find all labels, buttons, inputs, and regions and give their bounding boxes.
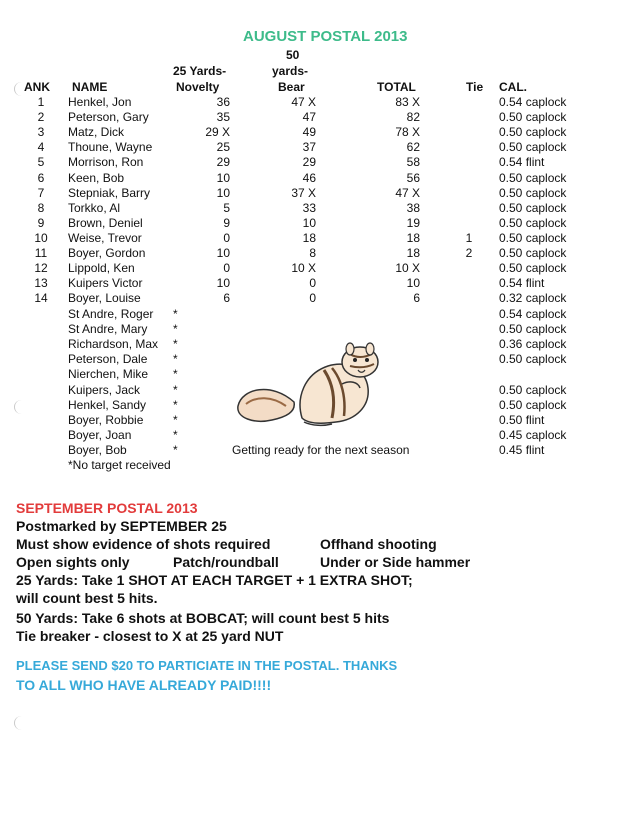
cell-mark: * [173,307,178,321]
cell-cal: 0.50 caplock [499,352,567,367]
cell-mark: * [173,442,178,457]
cell-name: Kuipers, Jack [68,382,141,397]
cell-name: Boyer, Louise [68,291,141,306]
cell-name: Boyer, Joan [68,427,132,442]
cell-mark: * [173,367,178,382]
header-total: TOTAL [377,80,416,94]
cell-novelty: 10 [216,170,230,185]
cell-bear: 49 [302,125,316,140]
cell-mark: * [173,412,178,427]
cell-rank: 6 [37,170,45,185]
cell-name: Boyer, Gordon [68,246,146,260]
cell-name: St Andre, Roger [68,307,154,321]
table-row [0,276,638,291]
table-row [0,216,638,231]
cell-cal: 0.50 caplock [499,261,567,276]
cell-name: Peterson, Dale [68,352,148,367]
cell-total: 56 [406,170,420,185]
cell-rank: 11 [34,246,48,260]
cell-cal: 0.54 flint [499,276,545,291]
table-row [0,186,638,201]
cell-total: 62 [406,140,420,155]
cell-name: Kuipers Victor [68,276,143,291]
cell-name: Weise, Trevor [68,230,142,245]
cell-novelty: 10 [216,185,230,200]
cell-novelty: 36 [216,95,230,109]
yards25-rule-line2: will count best 5 hits. [16,590,158,606]
cell-cal: 0.50 caplock [499,125,567,140]
cell-novelty: 5 [223,200,230,215]
footnote: *No target received [68,458,171,472]
cell-rank: 9 [37,215,45,230]
image-caption: Getting ready for the next season [232,443,410,457]
cell-novelty: 35 [216,110,230,125]
table-row [0,171,638,186]
cell-cal: 0.50 caplock [499,110,567,125]
cell-bear: 0 [309,276,316,291]
table-row [0,201,638,216]
cell-bear: 10 [302,215,316,230]
cell-total: 83 X [395,95,420,109]
header-name: NAME [72,80,108,94]
cell-cal: 0.36 caplock [499,337,567,352]
binder-hole-icon [14,716,29,730]
cell-name: Henkel, Jon [68,95,132,109]
cell-cal: 0.50 caplock [499,185,567,200]
cell-name: Keen, Bob [68,170,125,185]
cell-bear: 8 [309,246,316,260]
cell-cal: 0.50 caplock [499,230,567,245]
cell-cal: 0.54 caplock [499,307,567,321]
cell-name: Morrison, Ron [68,155,144,170]
table-row [0,231,638,246]
cell-bear: 33 [302,200,316,215]
list-item [0,307,638,322]
cell-bear: 18 [302,230,316,245]
cell-name: Boyer, Bob [68,442,127,457]
cell-rank: 12 [34,261,48,276]
cell-total: 38 [406,200,420,215]
cell-cal: 0.50 caplock [499,246,567,260]
cell-name: Henkel, Sandy [68,397,147,412]
cell-name: Peterson, Gary [68,110,149,125]
header-rank: ANK [24,80,50,94]
table-row [0,291,638,306]
cell-name: Nierchen, Mike [68,367,149,382]
cell-cal: 0.50 flint [499,412,545,427]
tie-breaker-rule: Tie breaker - closest to X at 25 yard NUT [16,628,284,644]
cell-bear: 37 [302,140,316,155]
cell-novelty: 29 X [205,125,230,140]
cell-cal: 0.50 caplock [499,322,567,337]
evidence-rule: Must show evidence of shots required [16,536,271,552]
page-title: AUGUST POSTAL 2013 [243,28,408,45]
payment-notice-line2: TO ALL WHO HAVE ALREADY PAID!!!! [16,677,272,693]
cell-bear: 47 X [291,95,316,109]
cell-total: 19 [406,215,420,230]
cell-cal: 0.50 caplock [499,382,567,397]
cell-novelty: 6 [223,291,230,306]
cell-rank: 7 [37,185,45,200]
yards50-rule: 50 Yards: Take 6 shots at BOBCAT; will count best 5 hits [16,610,390,626]
cell-novelty: 25 [216,140,230,155]
header-cal: CAL. [499,80,527,94]
cell-name: Thoune, Wayne [68,140,153,155]
table-row [0,110,638,125]
cell-bear: 47 [302,110,316,125]
postmark-deadline: Postmarked by SEPTEMBER 25 [16,518,227,534]
header-novelty-line1: 25 Yards- [173,64,227,78]
cell-total: 47 X [395,185,420,200]
cell-bear: 37 X [291,185,316,200]
table-row [0,155,638,170]
cell-novelty: 0 [223,230,230,245]
cell-name: Boyer, Robbie [68,412,144,427]
cell-mark: * [173,397,178,412]
cell-cal: 0.45 caplock [499,427,567,442]
cell-total: 10 [406,276,420,291]
header-tie: Tie [466,80,484,94]
chipmunk-illustration [232,340,392,430]
cell-rank: 14 [34,291,48,306]
cell-mark: * [173,322,178,337]
cell-name: Stepniak, Barry [68,185,151,200]
list-item [0,428,638,443]
cell-novelty: 10 [216,246,230,260]
cell-cal: 0.54 caplock [499,95,567,109]
open-sights-rule: Open sights only [16,554,130,570]
cell-name: Matz, Dick [68,125,125,140]
cell-total: 18 [406,230,420,245]
cell-name: Torkko, Al [68,200,121,215]
cell-novelty: 9 [223,215,230,230]
header-bear-line1: 50 [286,48,300,62]
cell-name: Brown, Deniel [68,215,143,230]
table-row [0,125,638,140]
patch-rule: Patch/roundball [173,554,279,570]
cell-rank: 8 [37,200,45,215]
cell-cal: 0.54 flint [499,155,545,170]
table-row [0,140,638,155]
cell-total: 18 [406,246,420,260]
cell-bear: 46 [302,170,316,185]
cell-tie: 1 [465,230,473,245]
cell-rank: 5 [37,155,45,170]
payment-notice-line1: PLEASE SEND $20 TO PARTICIATE IN THE POSTAL. THANKS [16,658,398,673]
cell-rank: 10 [34,230,48,245]
cell-mark: * [173,352,178,367]
yards25-rule-line1: 25 Yards: Take 1 SHOT AT EACH TARGET + 1 EXTRA SHOT; [16,572,413,588]
cell-bear: 10 X [291,261,316,276]
table-row [0,95,638,110]
cell-total: 6 [413,291,420,306]
september-title: SEPTEMBER POSTAL 2013 [16,500,198,516]
cell-mark: * [173,382,178,397]
cell-rank: 4 [37,140,45,155]
header-novelty-line2: Novelty [176,80,220,94]
cell-cal: 0.50 caplock [499,140,567,155]
cell-total: 10 X [395,261,420,276]
cell-cal: 0.50 caplock [499,215,567,230]
offhand-rule: Offhand shooting [320,536,437,552]
cell-cal: 0.50 caplock [499,170,567,185]
cell-novelty: 10 [216,276,230,291]
cell-rank: 3 [37,125,45,140]
cell-cal: 0.45 flint [499,442,545,457]
hammer-rule: Under or Side hammer [320,554,471,570]
cell-name: Lippold, Ken [68,261,135,276]
cell-bear: 29 [302,155,316,170]
cell-rank: 13 [34,276,48,291]
list-item [0,322,638,337]
cell-cal: 0.50 caplock [499,397,567,412]
cell-cal: 0.32 caplock [499,291,567,306]
cell-mark: * [173,337,178,352]
cell-novelty: 0 [223,261,230,276]
cell-rank: 1 [37,95,45,109]
cell-cal: 0.50 caplock [499,200,567,215]
table-row [0,246,638,261]
cell-bear: 0 [309,291,316,306]
cell-rank: 2 [37,110,45,125]
cell-novelty: 29 [216,155,230,170]
cell-name: Richardson, Max [68,337,159,352]
cell-total: 58 [406,155,420,170]
cell-mark: * [173,427,178,442]
cell-total: 78 X [395,125,420,140]
cell-name: St Andre, Mary [68,322,148,337]
header-bear-line2: yards- [272,64,309,78]
cell-tie: 2 [465,246,473,260]
cell-total: 82 [406,110,420,125]
header-bear-line3: Bear [278,80,305,94]
table-row [0,261,638,276]
